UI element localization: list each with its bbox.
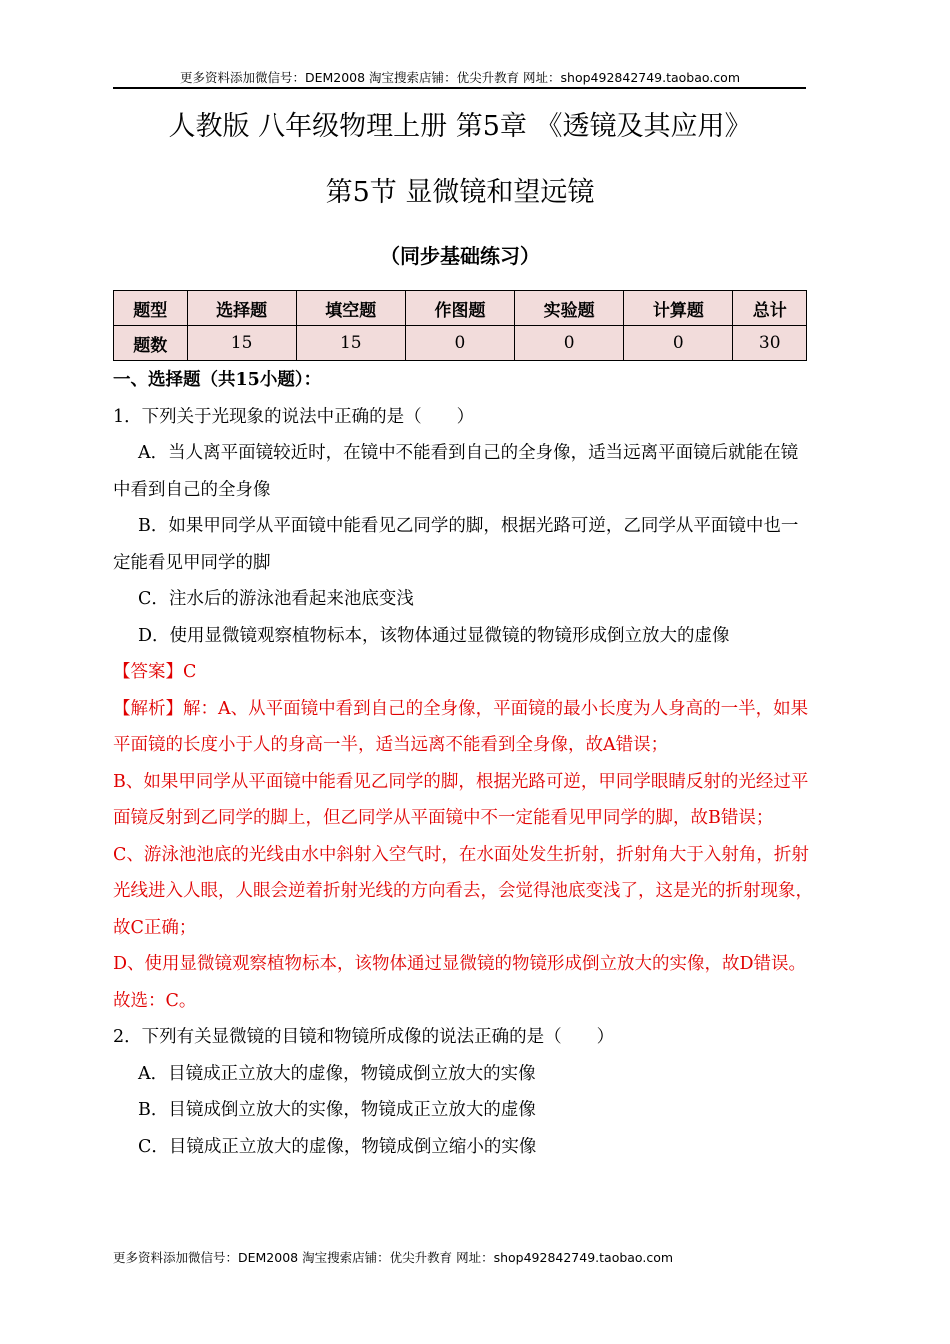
table-cell: 填空题 bbox=[296, 291, 405, 326]
table-cell: 0 bbox=[515, 326, 624, 361]
q1-explanation-b: B、如果甲同学从平面镜中能看见乙同学的脚，根据光路可逆，甲同学眼睛反射的光经过平面镜反射到乙同学的脚上，但乙同学从平面镜中不一定能看见甲同学的脚，故B错误； bbox=[113, 771, 809, 828]
document-body bbox=[113, 362, 813, 1165]
q1-explanation-a: 【解析】解：A、从平面镜中看到自己的全身像，平面镜的最小长度为人身高的一半，如果平面镜的长度小于人的身高一半，适当远离不能看到全身像，故A错误； bbox=[113, 698, 809, 755]
table-cell: 0 bbox=[624, 326, 733, 361]
q1-option-a: A．当人离平面镜较近时，在镜中不能看到自己的全身像，适当远离平面镜后就能在镜中看到自己的全身像 bbox=[113, 443, 799, 500]
section-title: 第5节 显微镜和望远镜 bbox=[325, 177, 595, 208]
table-cell: 选择题 bbox=[187, 291, 296, 326]
q1-option-d: D．使用显微镜观察植物标本，该物体通过显微镜的物镜形成倒立放大的虚像 bbox=[138, 625, 730, 646]
q1-choice: 故选：C。 bbox=[113, 990, 197, 1011]
question-1-stem: 1．下列关于光现象的说法中正确的是（ ） bbox=[113, 406, 475, 427]
table-cell: 实验题 bbox=[515, 291, 624, 326]
table-cell: 30 bbox=[733, 326, 807, 361]
q1-explanation-c: C、游泳池池底的光线由水中斜射入空气时，在水面处发生折射，折射角大于入射角，折射光线进入人眼，人眼会逆着折射光线的方向看去，会觉得池底变浅了，这是光的折射现象，故C正确； bbox=[113, 844, 813, 938]
q2-option-a: A．目镜成正立放大的虚像，物镜成倒立放大的实像 bbox=[138, 1063, 536, 1084]
doc-title: 人教版 八年级物理上册 第5章 《透镜及其应用》 bbox=[168, 111, 752, 142]
subtitle: （同步基础练习） bbox=[380, 244, 540, 268]
q2-option-b: B．目镜成倒立放大的实像，物镜成正立放大的虚像 bbox=[138, 1100, 536, 1120]
table-cell: 15 bbox=[187, 326, 296, 361]
table-row bbox=[114, 326, 807, 361]
q2-option-c: C．目镜成正立放大的虚像，物镜成倒立缩小的实像 bbox=[138, 1136, 537, 1157]
table-cell: 0 bbox=[405, 326, 514, 361]
q1-explanation-d: D、使用显微镜观察植物标本，该物体通过显微镜的物镜形成倒立放大的实像，故D错误。 bbox=[113, 954, 807, 974]
page-footer: 更多资料添加微信号：DEM2008 淘宝搜索店铺：优尖升教育 网址：shop492842749.taobao.com bbox=[113, 1250, 674, 1265]
section-heading: 一、选择题（共15小题）： bbox=[113, 370, 322, 390]
table-cell: 题数 bbox=[114, 326, 188, 361]
header-divider bbox=[113, 87, 806, 89]
question-2-stem: 2．下列有关显微镜的目镜和物镜所成像的说法正确的是（ ） bbox=[113, 1027, 615, 1047]
q1-option-c: C．注水后的游泳池看起来池底变浅 bbox=[138, 589, 414, 609]
table-cell: 计算题 bbox=[624, 291, 733, 326]
table-cell: 作图题 bbox=[405, 291, 514, 326]
question-count-table bbox=[113, 290, 807, 361]
table-header-row bbox=[114, 291, 807, 326]
page-header: 更多资料添加微信号：DEM2008 淘宝搜索店铺：优尖升教育 网址：shop492842749.taobao.com bbox=[179, 70, 741, 85]
table-cell: 15 bbox=[296, 326, 405, 361]
table-cell: 题型 bbox=[114, 291, 188, 326]
q1-answer: 【答案】C bbox=[113, 662, 197, 682]
table-cell: 总计 bbox=[733, 291, 807, 326]
q1-option-b: B．如果甲同学从平面镜中能看见乙同学的脚，根据光路可逆，乙同学从平面镜中也一定能看见甲同学的脚 bbox=[113, 516, 799, 573]
